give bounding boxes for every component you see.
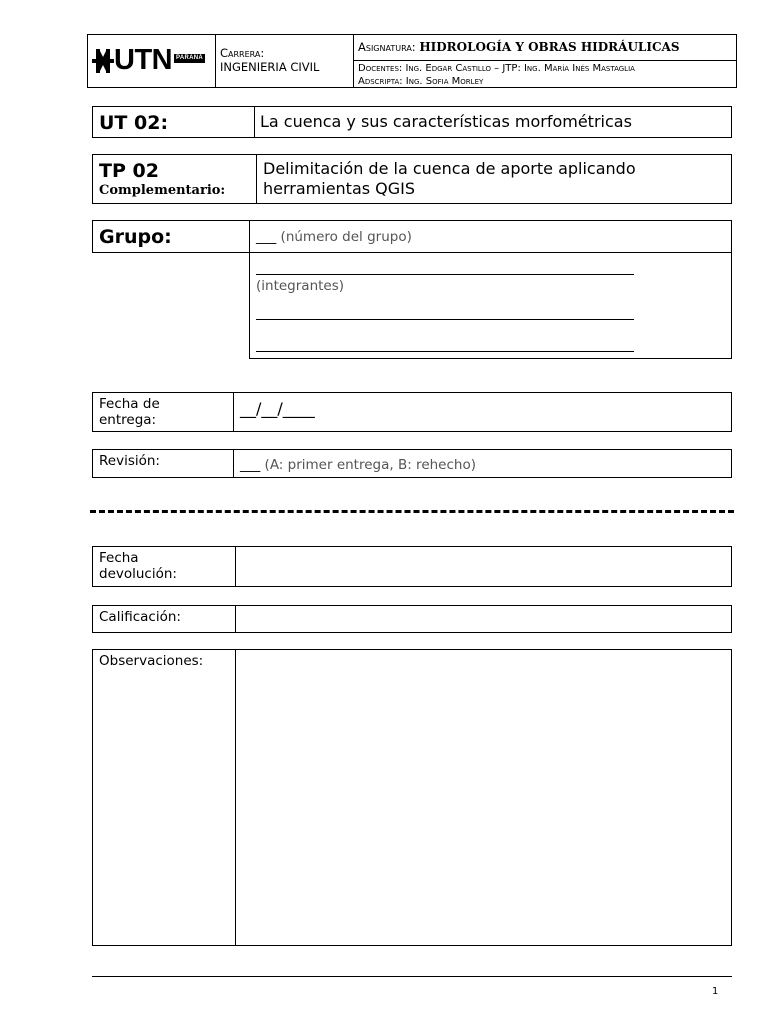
adscripta-line: Adscripta: Ing. Sofia Morley: [358, 75, 484, 87]
fecha-entrega-value[interactable]: __/__/____: [240, 399, 315, 418]
tp-label-cell: [93, 155, 257, 203]
fecha-entrega-label-cell: [93, 393, 234, 431]
fecha-devolucion-row: [92, 546, 732, 587]
career-cell: [216, 35, 354, 87]
fecha-devolucion-label-line1: Fecha: [99, 550, 139, 566]
observaciones-label-cell: [93, 650, 236, 945]
integrantes-hint: (integrantes): [256, 278, 345, 294]
footer-rule: [92, 976, 732, 977]
ut-value: La cuenca y sus características morfométricas: [260, 112, 632, 131]
page-number: 1: [712, 986, 719, 997]
observaciones-row: [92, 649, 732, 946]
tp-row: [92, 154, 732, 204]
revision-label: Revisión:: [99, 453, 160, 469]
header-table: [87, 34, 737, 88]
carrera-value: INGENIERIA CIVIL: [220, 60, 320, 74]
utn-emblem-icon: [92, 49, 114, 73]
calificacion-label: Calificación:: [99, 609, 181, 625]
carrera-label: Carrera:: [220, 46, 265, 60]
fecha-entrega-row: [92, 392, 732, 432]
fecha-entrega-label-line1: Fecha de: [99, 396, 160, 412]
logo-cell: [88, 35, 216, 87]
fecha-devolucion-label: [99, 550, 177, 582]
tp-sublabel: Complementario:: [99, 183, 226, 198]
observaciones-label: Observaciones:: [99, 653, 204, 669]
tp-label: TP 02: [99, 160, 159, 182]
ut-row: [92, 106, 732, 138]
integrante-line-2[interactable]: [256, 319, 634, 320]
tp-value-line2: herramientas QGIS: [263, 179, 416, 198]
revision-label-cell: [93, 450, 234, 477]
logo-text: UTN: [114, 44, 173, 76]
asignatura-value: HIDROLOGÍA Y OBRAS HIDRÁULICAS: [419, 40, 680, 54]
fecha-entrega-label-line2: entrega:: [99, 412, 157, 428]
grupo-label-cell: [93, 221, 250, 252]
revision-row: [92, 449, 732, 478]
tp-value: [263, 159, 636, 199]
revision-blank: ___: [240, 457, 261, 473]
logo-badge: PARANÁ: [176, 55, 204, 61]
teachers-cell: [354, 61, 736, 87]
grupo-number-field[interactable]: [256, 229, 412, 245]
revision-field[interactable]: [240, 457, 476, 473]
grupo-label: Grupo:: [99, 226, 172, 248]
ut-label-cell: [93, 107, 255, 137]
subject-cell: [354, 35, 736, 61]
calificacion-row: [92, 605, 732, 633]
fecha-devolucion-label-cell: [93, 547, 236, 586]
integrantes-box[interactable]: [249, 252, 732, 359]
fecha-entrega-label: [99, 396, 160, 428]
integrante-line-3[interactable]: [256, 351, 634, 352]
tp-value-line1: Delimitación de la cuenca de aporte aplicando: [263, 159, 636, 178]
asignatura-label: Asignatura:: [358, 40, 416, 54]
ut-label: UT 02:: [99, 112, 169, 134]
integrante-line-1[interactable]: [256, 274, 634, 275]
fecha-devolucion-label-line2: devolución:: [99, 566, 177, 582]
grupo-hint: (número del grupo): [280, 229, 412, 245]
calificacion-label-cell: [93, 606, 236, 632]
grupo-row: [92, 220, 732, 253]
revision-hint: (A: primer entrega, B: rehecho): [264, 457, 476, 473]
grupo-blank: ___: [256, 229, 277, 245]
cut-line: [90, 510, 734, 513]
docentes-line: Docentes: Ing. Edgar Castillo – JTP: Ing. María Inés Mastaglia: [358, 63, 635, 74]
